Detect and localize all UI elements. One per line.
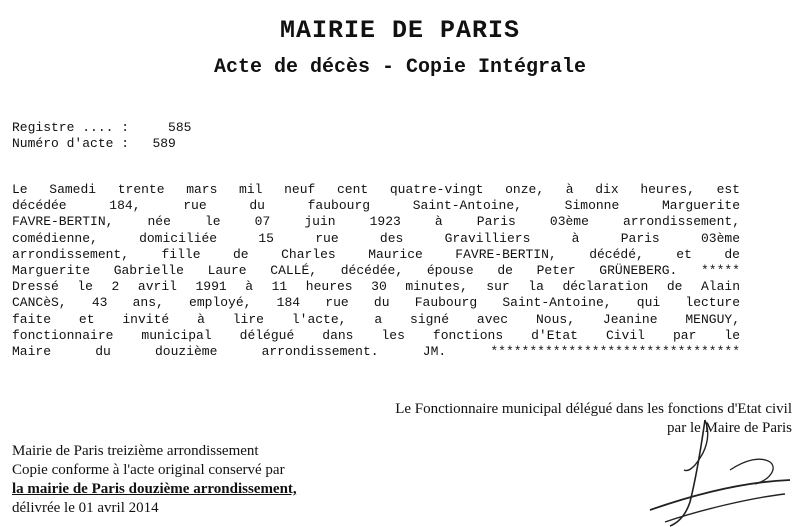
certification-block <box>12 442 297 518</box>
numero-acte-value: 589 <box>152 136 176 151</box>
act-body-line: Maire du douzième arrondissement. JM. ******************************** <box>12 344 740 360</box>
act-body-line: FAVRE-BERTIN, née le 07 juin 1923 à Paris 03ème arrondissement, <box>12 214 740 230</box>
act-body-line: Dressé le 2 avril 1991 à 11 heures 30 minutes, sur la déclaration de Alain <box>12 279 740 295</box>
act-body-line: comédienne, domiciliée 15 rue des Gravilliers à Paris 03ème <box>12 230 740 246</box>
registre-label: Registre .... : <box>12 120 130 135</box>
document-title: MAIRIE DE PARIS <box>279 16 521 45</box>
registre-row <box>12 120 191 136</box>
act-body-line: décédée 184, rue du faubourg Saint-Antoine, Simonne Marguerite <box>12 198 740 214</box>
registre-value: 585 <box>168 120 192 135</box>
numero-acte-row <box>12 136 191 152</box>
keeping-mairie: la mairie de Paris douzième arrondissement, <box>12 481 297 497</box>
signer-authority-line: par le Maire de Paris <box>667 420 792 436</box>
issuing-mairie: Mairie de Paris treizième arrondissement <box>12 443 259 459</box>
act-body-line: faite et invité à lire l'acte, a signé avec Nous, Jeanine MENGUY, <box>12 311 740 327</box>
act-body <box>12 182 740 360</box>
numero-acte-label: Numéro d'acte : <box>12 136 130 151</box>
signer-title-line: Le Fonctionnaire municipal délégué dans les fonctions d'Etat civil <box>395 401 792 417</box>
act-body-line: Marguerite Gabrielle Laure CALLÉ, décédée, épouse de Peter GRÜNEBERG. ***** <box>12 263 740 279</box>
act-body-line: Le Samedi trente mars mil neuf cent quatre-vingt onze, à dix heures, est <box>12 182 740 197</box>
signer-block <box>395 400 792 438</box>
document-subtitle: Acte de décès - Copie Intégrale <box>213 56 587 79</box>
act-body-line: fonctionnaire municipal délégué dans les fonctions d'Etat Civil par le <box>12 327 740 343</box>
act-body-line: CANCèS, 43 ans, employé, 184 rue du Faubourg Saint-Antoine, qui lecture <box>12 295 740 311</box>
conformity-statement: Copie conforme à l'acte original conservé par <box>12 462 285 478</box>
delivery-date: délivrée le 01 avril 2014 <box>12 500 159 516</box>
registry-block <box>12 120 191 152</box>
act-body-line: arrondissement, fille de Charles Maurice FAVRE-BERTIN, décédé, et de <box>12 246 740 262</box>
